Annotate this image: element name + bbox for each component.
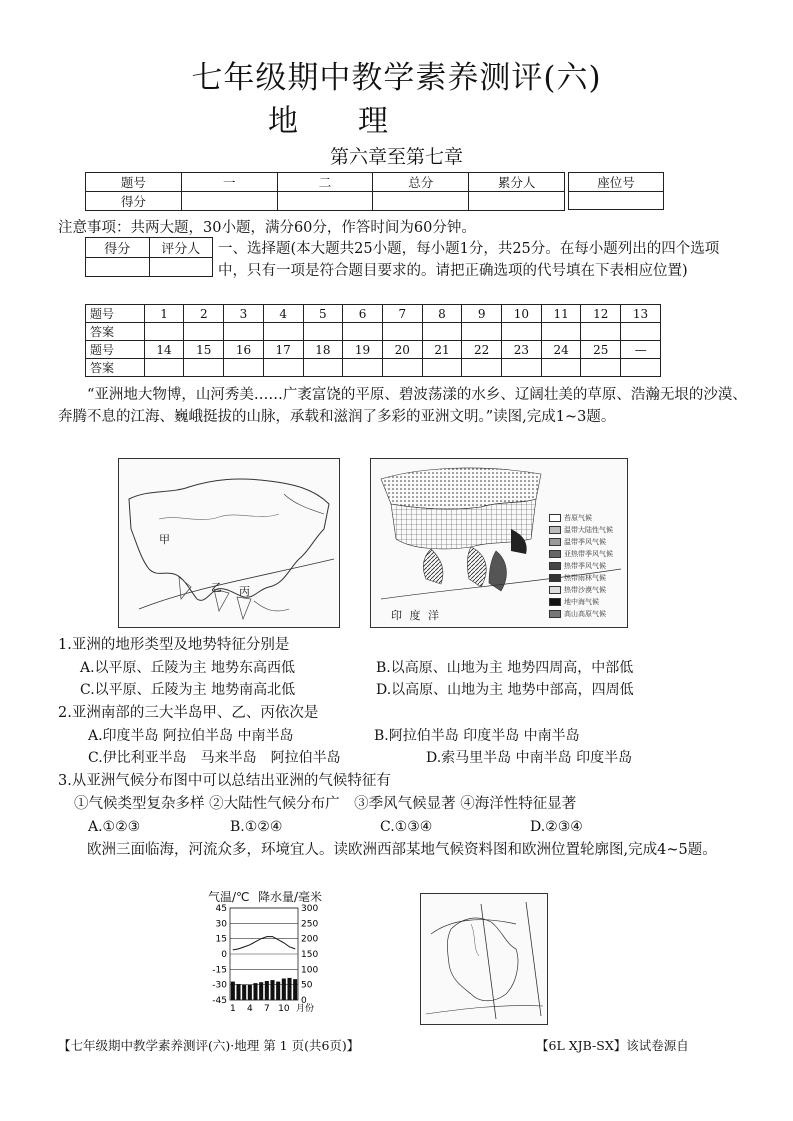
q3-items: ①气候类型复杂多样 ②大陆性气候分布广 ③季风气候显著 ④海洋性特征显著 <box>74 796 577 812</box>
row-label: 答案 <box>86 323 145 341</box>
precip-tick-label: 250 <box>301 919 319 930</box>
answer-cell[interactable] <box>343 359 383 377</box>
question-number-cell: 14 <box>144 341 184 359</box>
answer-cell[interactable] <box>462 359 502 377</box>
precip-bar <box>242 985 246 1000</box>
score-input-cell[interactable] <box>373 192 469 211</box>
asia-map <box>118 458 340 628</box>
question-number-cell: 11 <box>541 305 581 323</box>
precip-axis-label: 降水量/毫米 <box>258 890 323 904</box>
precip-tick-label: 100 <box>301 965 319 976</box>
answer-cell[interactable] <box>263 323 303 341</box>
q1-option-b[interactable]: B.以高原、山地为主 地势四周高，中部低 <box>376 660 634 676</box>
answer-cell[interactable] <box>263 359 303 377</box>
intro-paragraph-2: 欧洲三面临海，河流众多，环境宜人。读欧洲西部某地气候资料图和欧洲位置轮廓图,完成4~5题。 <box>87 842 717 858</box>
q1-option-c[interactable]: C.以平原、丘陵为主 地势南高北低 <box>80 682 296 698</box>
legend-item: 热带沙漠气候 <box>564 586 606 594</box>
month-tick-label: 4 <box>246 1004 253 1014</box>
precip-tick-label: 150 <box>301 950 319 960</box>
score-cell: 累分人 <box>469 173 565 192</box>
question-number-cell: 4 <box>263 305 303 323</box>
answer-cell[interactable] <box>541 323 581 341</box>
asia-map-drawing <box>119 459 339 627</box>
score-input-cell[interactable] <box>181 192 277 211</box>
question-number-cell: 6 <box>343 305 383 323</box>
answer-cell[interactable] <box>382 359 422 377</box>
asia-climate-map <box>370 458 628 628</box>
score-cell: 总分 <box>373 173 469 192</box>
precip-bar <box>248 985 252 1000</box>
answer-cell[interactable] <box>303 323 343 341</box>
temp-tick-label: 15 <box>215 934 227 945</box>
seat-table <box>568 172 664 210</box>
precip-bar <box>236 984 240 1000</box>
q3-option-b[interactable]: B.①②④ <box>230 819 283 835</box>
score-cell: 一 <box>181 173 277 192</box>
question-number-cell: 3 <box>224 305 264 323</box>
month-tick-label: 1 <box>229 1004 236 1014</box>
score-cell: 题号 <box>86 173 182 192</box>
score-label: 得分 <box>86 238 150 258</box>
seat-input-cell[interactable] <box>569 192 664 210</box>
answer-table <box>85 304 661 377</box>
precip-bar <box>259 982 263 1000</box>
q2-option-d[interactable]: D.索马里半岛 中南半岛 印度半岛 <box>426 750 633 766</box>
temp-tick-label: -45 <box>212 996 227 1006</box>
row-label: 题号 <box>86 341 145 359</box>
precip-tick-label: 200 <box>301 934 319 945</box>
precip-bar <box>287 978 291 1000</box>
answer-cell[interactable] <box>382 323 422 341</box>
seat-label: 座位号 <box>569 173 664 192</box>
temp-axis-label: 气温/℃ <box>208 890 250 904</box>
temp-tick-label: -30 <box>212 980 227 991</box>
answer-cell[interactable] <box>621 359 661 377</box>
legend-item: 地中海气候 <box>564 598 599 606</box>
q2-option-c[interactable]: C.伊比利亚半岛 马来半岛 阿拉伯半岛 <box>88 750 341 766</box>
q2-option-a[interactable]: A.印度半岛 阿拉伯半岛 中南半岛 <box>88 728 294 744</box>
score-cell: 得分 <box>86 192 182 211</box>
legend-item: 苔原气候 <box>564 514 592 522</box>
q3-stem: 3.从亚洲气候分布图中可以总结出亚洲的气候特征有 <box>58 773 391 789</box>
legend-item: 热带雨林气候 <box>564 574 606 582</box>
temp-tick-label: 0 <box>221 950 227 960</box>
section-score-table <box>85 237 213 277</box>
question-number-cell: 21 <box>422 341 462 359</box>
question-number-cell: 23 <box>502 341 542 359</box>
temp-tick-label: -15 <box>212 965 227 976</box>
subject-title: 地理 <box>268 104 448 139</box>
question-number-cell: 9 <box>462 305 502 323</box>
section1-instruction: 一、选择题(本大题共25小题，每小题1分，共25分。在每小题列出的四个选项中，只有一项是符合题目要求的。请把正确选项的代号填在下表相应位置) <box>218 241 720 279</box>
question-number-cell: 20 <box>382 341 422 359</box>
intro-paragraph-1: “亚洲地大物博，山河秀美……广袤富饶的平原、碧波荡漾的水乡、辽阔壮美的草原、浩瀚无垠的沙漠、奔腾不息的江海、巍峨挺拔的山脉，承载和滋润了多彩的亚洲文明。”读图,完成1~3题。 <box>58 387 747 425</box>
precip-tick-label: 0 <box>301 996 307 1006</box>
month-unit-label: 月份 <box>296 1004 315 1014</box>
question-number-cell: — <box>621 341 661 359</box>
question-number-cell: 24 <box>541 341 581 359</box>
climate-chart <box>198 888 338 1028</box>
question-number-cell: 13 <box>621 305 661 323</box>
climate-chart-svg <box>198 888 338 1028</box>
question-number-cell: 25 <box>581 341 621 359</box>
month-tick-label: 7 <box>263 1004 270 1014</box>
grader-input-cell[interactable] <box>149 258 213 277</box>
question-number-cell: 16 <box>224 341 264 359</box>
europe-map <box>420 893 548 1025</box>
question-number-cell: 17 <box>263 341 303 359</box>
answer-cell[interactable] <box>144 323 184 341</box>
precip-bar <box>270 980 274 1000</box>
answer-cell[interactable] <box>422 359 462 377</box>
precip-bar <box>253 983 257 1000</box>
q2-stem: 2.亚洲南部的三大半岛甲、乙、丙依次是 <box>58 705 319 721</box>
answer-cell[interactable] <box>224 359 264 377</box>
precip-tick-label: 300 <box>301 904 319 914</box>
question-number-cell: 7 <box>382 305 422 323</box>
answer-cell[interactable] <box>422 323 462 341</box>
question-number-cell: 10 <box>502 305 542 323</box>
answer-cell[interactable] <box>462 323 502 341</box>
answer-cell[interactable] <box>502 323 542 341</box>
q3-option-c[interactable]: C.①③④ <box>380 819 433 835</box>
peninsula-label-jia: 甲 <box>159 533 170 546</box>
q1-option-d[interactable]: D.以高原、山地为主 地势中部高，四周低 <box>376 682 634 698</box>
legend-item: 热带季风气候 <box>564 562 606 570</box>
answer-cell[interactable] <box>621 323 661 341</box>
footer-right: 【6L XJB-SX】该试卷源自 <box>536 1038 689 1053</box>
row-label: 答案 <box>86 359 145 377</box>
precip-tick-label: 50 <box>301 980 313 991</box>
footer-left: 【七年级期中教学素养测评(六)·地理 第 1 页(共6页)】 <box>58 1038 360 1053</box>
question-number-cell: 19 <box>343 341 383 359</box>
grader-label: 评分人 <box>149 238 213 258</box>
answer-cell[interactable] <box>303 359 343 377</box>
legend-item: 温带季风气候 <box>564 538 606 546</box>
question-number-cell: 1 <box>144 305 184 323</box>
question-number-cell: 18 <box>303 341 343 359</box>
answer-cell[interactable] <box>343 323 383 341</box>
question-number-cell: 12 <box>581 305 621 323</box>
page-footer <box>58 1036 758 1054</box>
row-label: 题号 <box>86 305 145 323</box>
legend-item: 亚热带季风气候 <box>564 550 613 558</box>
score-table <box>85 172 565 211</box>
precip-bar <box>265 981 269 1000</box>
question-number-cell: 2 <box>184 305 224 323</box>
precip-bar <box>293 979 297 1000</box>
score-input-cell[interactable] <box>86 258 150 277</box>
notice-text: 注意事项：共两大题，30小题，满分60分，作答时间为60分钟。 <box>58 220 476 236</box>
climate-legend <box>549 513 625 625</box>
answer-cell[interactable] <box>184 359 224 377</box>
q2-option-b[interactable]: B.阿拉伯半岛 印度半岛 中南半岛 <box>374 728 580 744</box>
question-number-cell: 5 <box>303 305 343 323</box>
temp-tick-label: 30 <box>215 919 227 930</box>
answer-cell[interactable] <box>581 323 621 341</box>
score-input-cell[interactable] <box>277 192 373 211</box>
q3-option-a[interactable]: A.①②③ <box>88 819 141 835</box>
q1-option-a[interactable]: A.以平原、丘陵为主 地势东高西低 <box>80 660 296 676</box>
temp-tick-label: 45 <box>215 904 227 914</box>
legend-item: 温带大陆性气候 <box>564 526 613 534</box>
question-number-cell: 15 <box>184 341 224 359</box>
score-input-cell[interactable] <box>469 192 565 211</box>
chapter-range: 第六章至第七章 <box>329 146 463 168</box>
precip-bar <box>276 982 280 1000</box>
month-tick-label: 10 <box>278 1004 290 1014</box>
answer-cell[interactable] <box>502 359 542 377</box>
answer-cell[interactable] <box>144 359 184 377</box>
legend-item: 高山高原气候 <box>564 610 606 618</box>
exam-title: 七年级期中教学素养测评(六) <box>191 60 602 96</box>
question-number-cell: 8 <box>422 305 462 323</box>
question-number-cell: 22 <box>462 341 502 359</box>
answer-cell[interactable] <box>581 359 621 377</box>
answer-cell[interactable] <box>184 323 224 341</box>
answer-cell[interactable] <box>224 323 264 341</box>
precip-bar <box>282 979 286 1000</box>
q3-option-d[interactable]: D.②③④ <box>530 819 583 835</box>
answer-cell[interactable] <box>541 359 581 377</box>
europe-map-drawing <box>421 894 547 1024</box>
precip-bar <box>231 982 235 1000</box>
ocean-label: 印 度 洋 <box>391 609 441 622</box>
peninsula-label-yi: 乙 <box>211 581 222 594</box>
peninsula-label-bing: 丙 <box>239 585 250 598</box>
q1-stem: 1.亚洲的地形类型及地势特征分别是 <box>58 637 290 653</box>
score-cell: 二 <box>277 173 373 192</box>
